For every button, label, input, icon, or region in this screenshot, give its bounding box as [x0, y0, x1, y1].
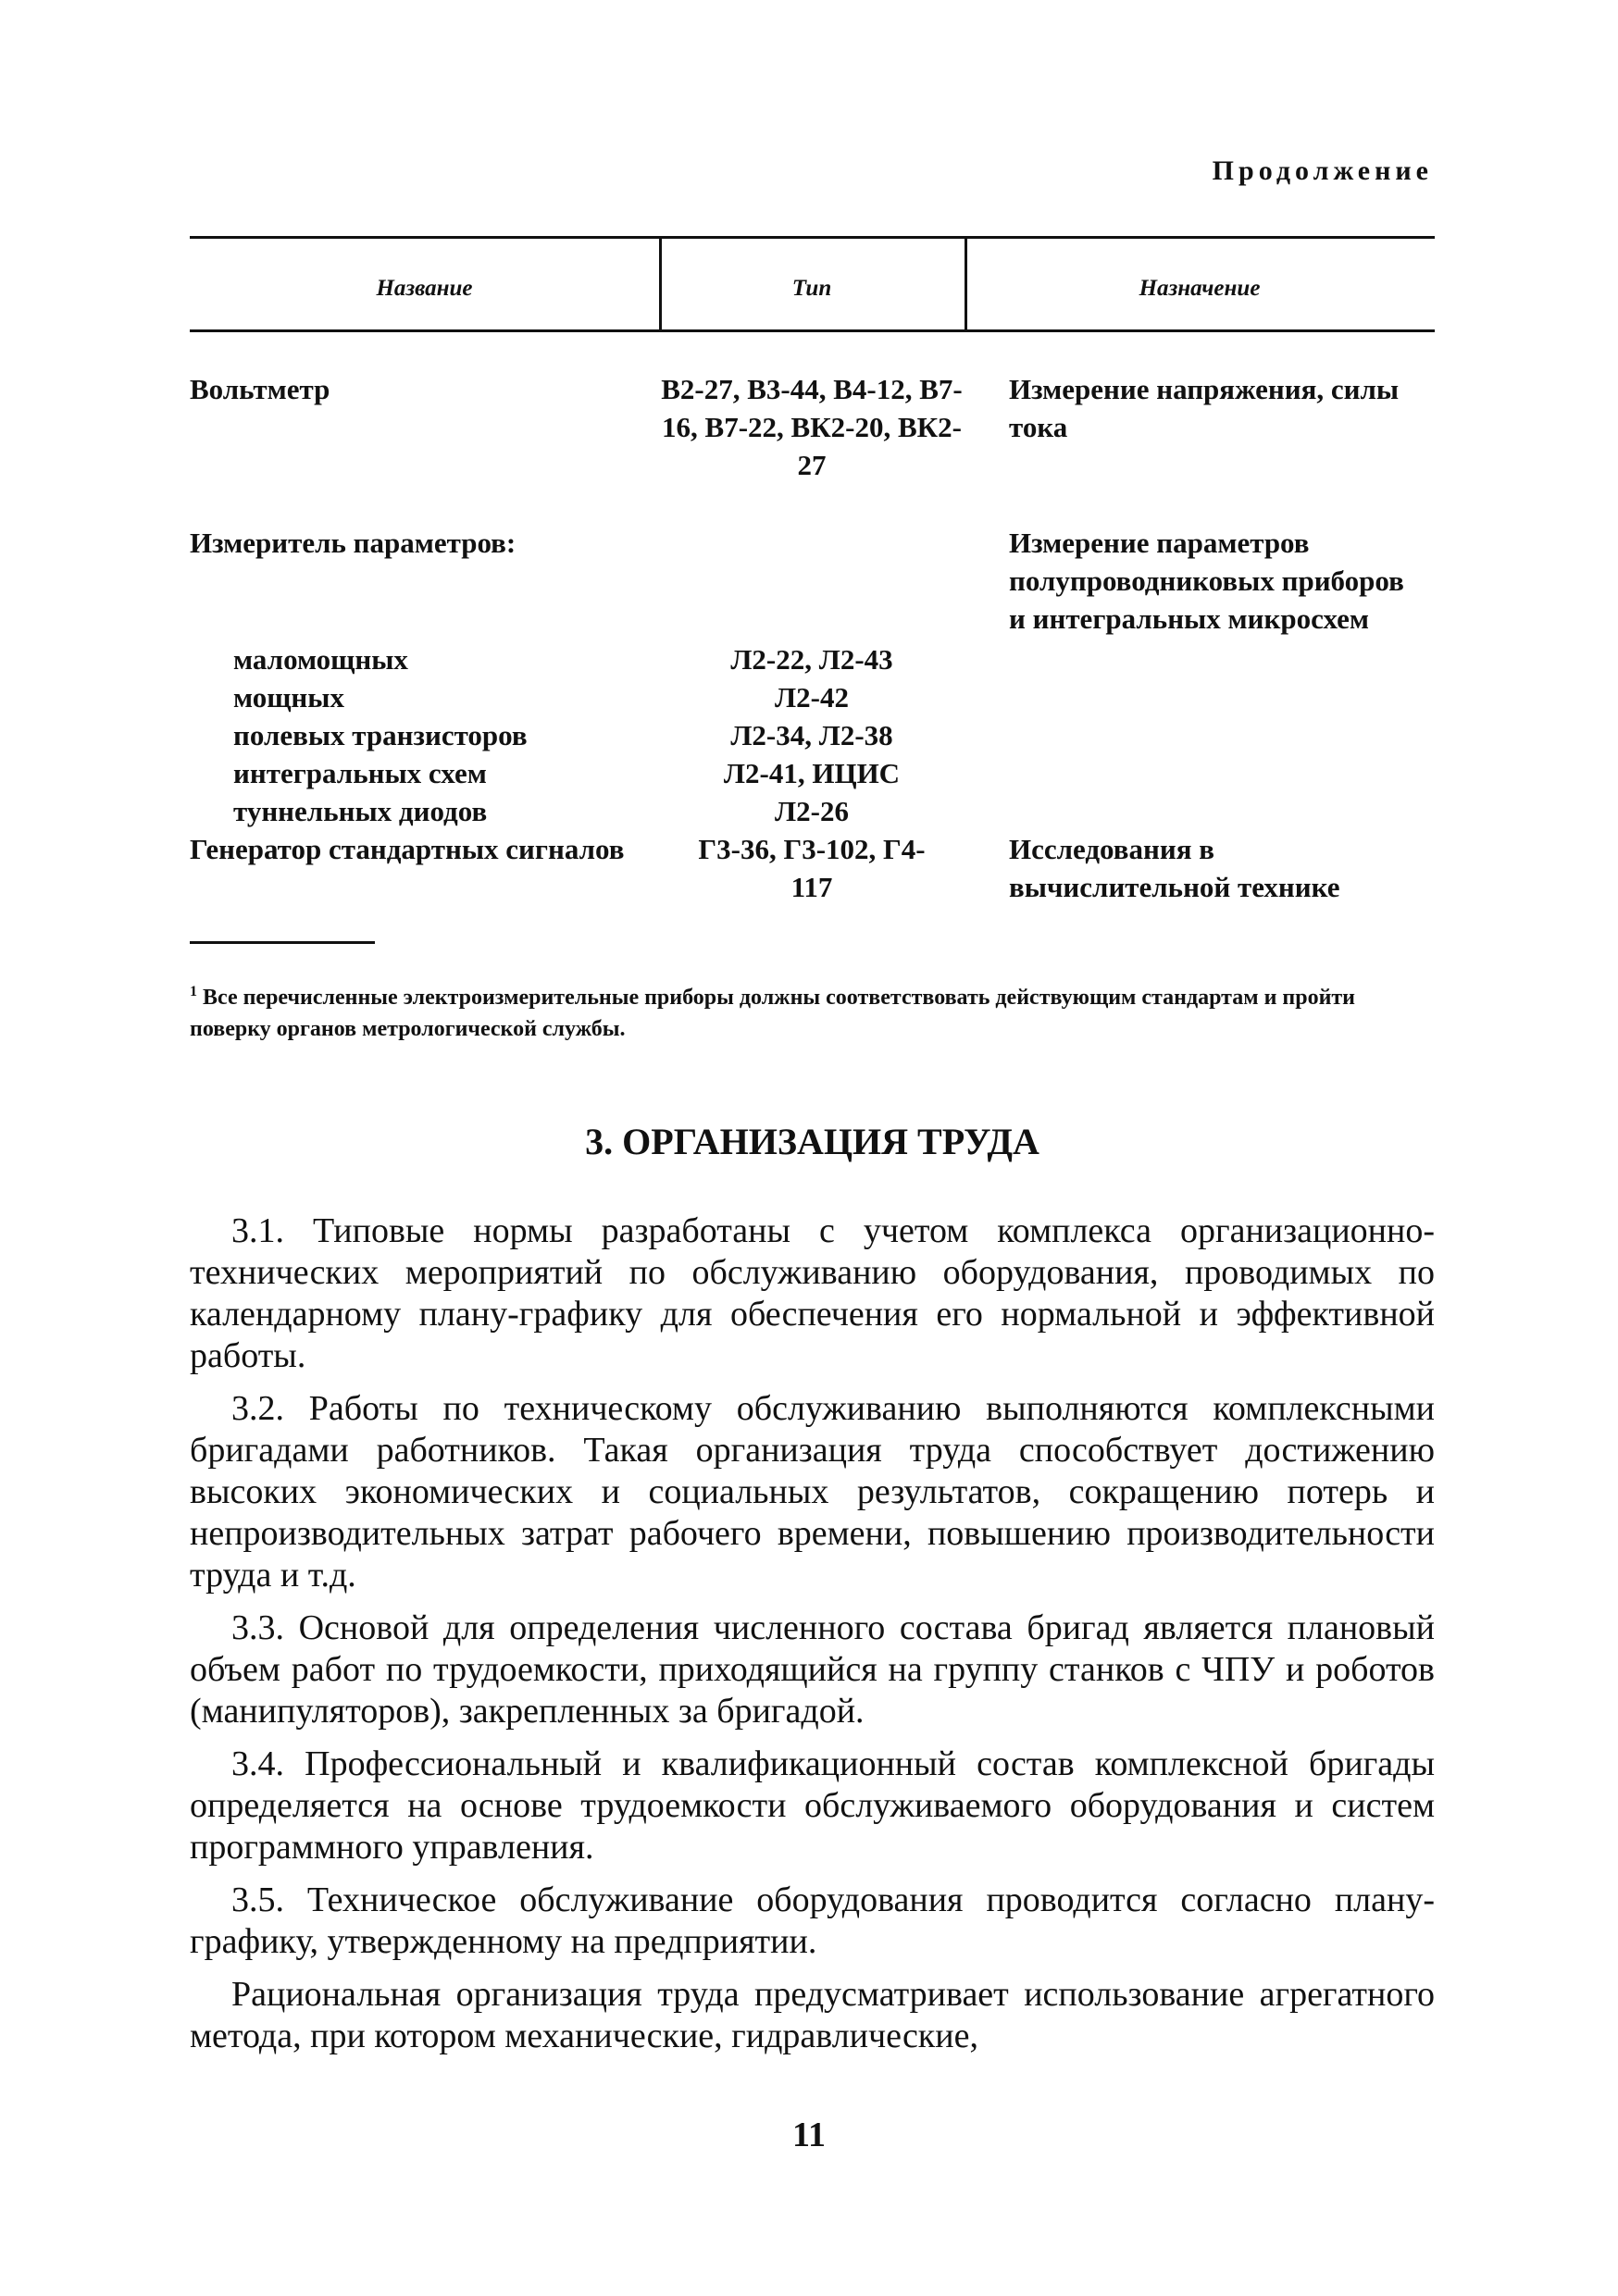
- table-cell-name: полевых транзисторов: [233, 719, 528, 751]
- paragraph: 3.3. Основой для определения численного состава бригад является плановый объем работ по трудоемкости, приходящийся на группу станков с ЧПУ и роботов (манипуляторов), закрепленных за бригадой.: [190, 1608, 1435, 1731]
- table-cell-type: В2-27, В3-44, В4-12, В7-16, В7-22, ВК2-20, ВК2-27: [661, 373, 963, 481]
- table-header-type: Тип: [791, 276, 832, 301]
- table-header-rule: [190, 329, 1435, 332]
- continuation-label: Продолжение: [1212, 155, 1433, 186]
- table-cell-type: Г3-36, Г3-102, Г4-117: [698, 833, 926, 903]
- table-cell-name: маломощных: [233, 643, 408, 676]
- table-header-name: Название: [376, 276, 473, 301]
- paragraph: 3.5. Техническое обслуживание оборудования проводится согласно плану-графику, утвержденному на предприятии.: [190, 1880, 1435, 1961]
- table-top-rule: [190, 236, 1435, 239]
- footnote-mark: 1: [190, 984, 197, 999]
- paragraph: 3.1. Типовые нормы разработаны с учетом комплекса организационно-технических мероприятий по обслуживанию оборудования, проводимых по календарному плану-графику для обеспечения его нормальной и эффективной работы.: [190, 1211, 1435, 1375]
- table-cell-type: Л2-42: [775, 681, 849, 714]
- table-cell-purpose: Исследования в вычислительной технике: [1009, 833, 1340, 903]
- table-cell-type: Л2-34, Л2-38: [730, 719, 893, 751]
- section-title: 3. ОРГАНИЗАЦИЯ ТРУДА: [585, 1121, 1039, 1162]
- table-cell-name: туннельных диодов: [233, 795, 488, 827]
- table-cell-name: интегральных схем: [233, 757, 487, 789]
- paragraph: 3.2. Работы по техническому обслуживанию выполняются комплексными бригадами работников. Такая организация труда способствует достижению высоких экономических и социальных результатов, сокращению потерь и непроизводительных затрат рабочего времени, повышению производительности труда и т.д.: [190, 1389, 1435, 1595]
- paragraph: Рациональная организация труда предусматривает использование агрегатного метода, при котором механические, гидравлические,: [190, 1975, 1435, 2055]
- footnote: [190, 976, 1435, 1045]
- table-cell-name: Генератор стандартных сигналов: [190, 833, 625, 865]
- table-cell-type: Л2-41, ИЦИС: [723, 757, 901, 789]
- footnote-text: Все перечисленные электроизмерительные приборы должны соответствовать действующим стандартам и пройти поверку органов метрологической службы.: [190, 986, 1356, 1041]
- paragraph: 3.4. Профессиональный и квалификационный состав комплексной бригады определяется на основе трудоемкости обслуживаемого оборудования и систем программного управления.: [190, 1744, 1435, 1867]
- table-header-purpose: Назначение: [1139, 276, 1261, 301]
- section-body: [190, 1210, 1435, 2068]
- page-number: 11: [792, 2116, 826, 2154]
- table-cell-purpose: Измерение параметров полупроводниковых приборов и интегральных микросхем: [1009, 527, 1404, 635]
- table-cell-type: Л2-22, Л2-43: [730, 643, 893, 676]
- footnote-rule: [190, 941, 375, 944]
- table-cell-type: Л2-26: [775, 795, 849, 827]
- table-cell-name: мощных: [233, 681, 344, 714]
- table-cell-name: Вольтметр: [190, 373, 330, 405]
- table-cell-name: Измеритель параметров:: [190, 527, 517, 559]
- table-cell-purpose: Измерение напряжения, силы тока: [1009, 373, 1400, 443]
